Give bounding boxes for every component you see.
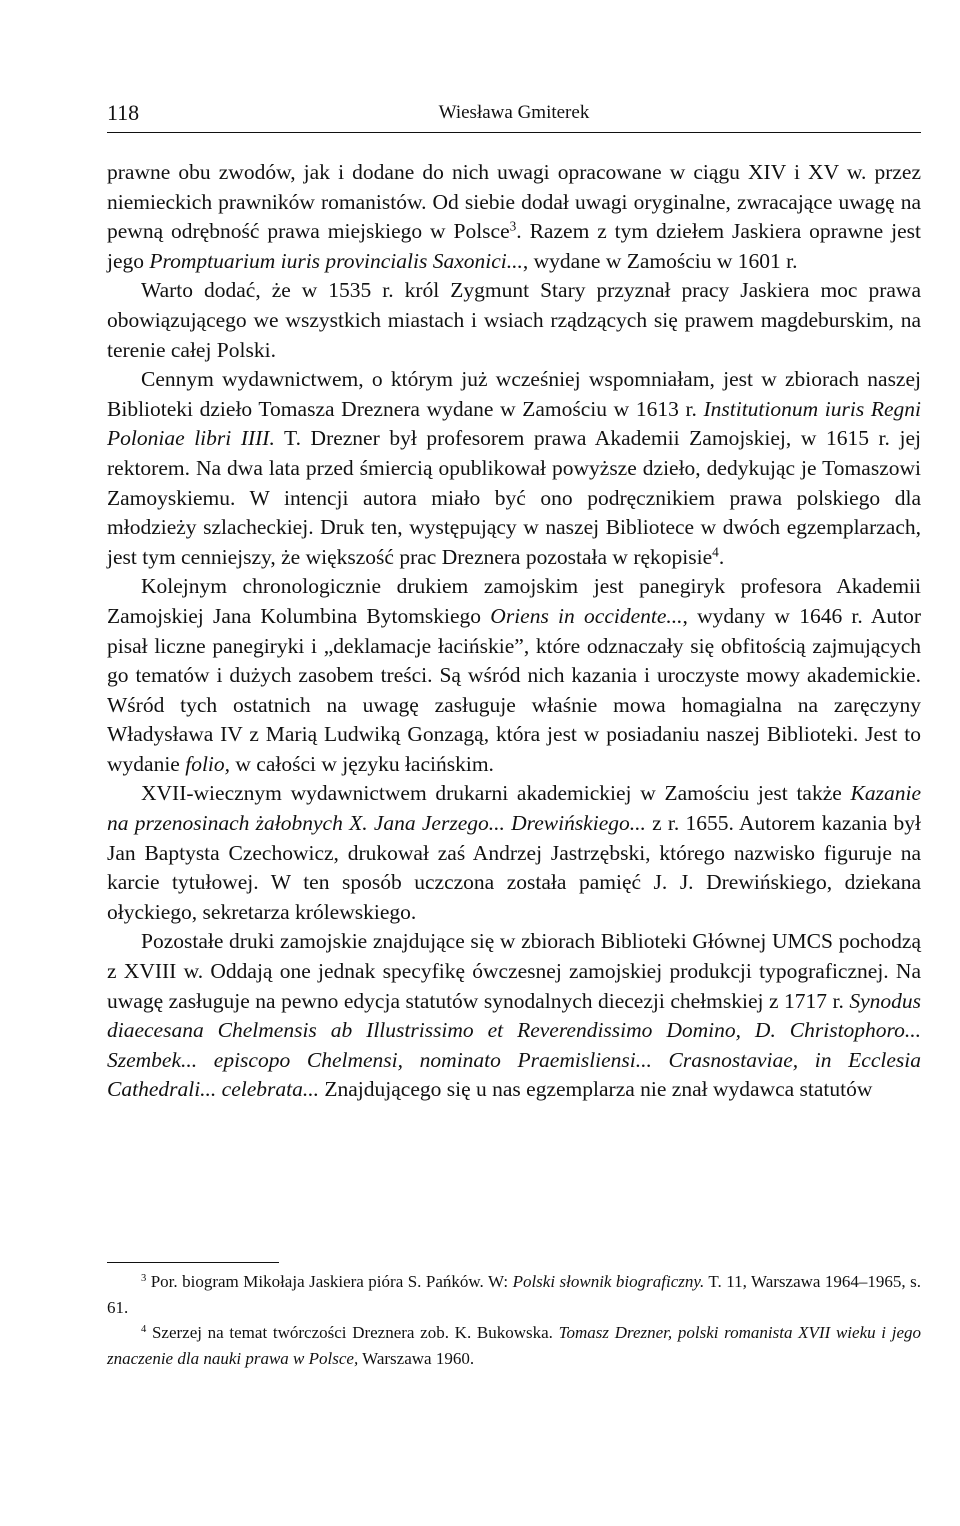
body-text (107, 158, 921, 1105)
footnote-rule (107, 1262, 279, 1263)
paragraph-1: prawne obu zwodów, jak i dodane do nich uwagi opracowane w ciągu XIV i XV w. przez niemieckich prawników romanistów. Od siebie dodał uwagi oryginalne, zwracające uwagę na pewną odrębność prawa miejskiego w Polsce$^3$. Razem z tym dziełem Jaskiera oprawne jest jego Promptuarium iuris provincialis Saxonici..., wydane w Zamościu w 1601 r. (107, 160, 921, 273)
title-institutionum: Institutionum iuris Regni Poloniae libri IIII. (107, 396, 921, 451)
page-header (107, 100, 921, 130)
title-oriens: Oriens in occidente... (490, 603, 683, 628)
title-promptuarium: Promptuarium iuris provincialis Saxonici... (149, 248, 523, 273)
footnote-ref-4: 4 (712, 544, 719, 560)
paragraph-2: Warto dodać, że w 1535 r. król Zygmunt Stary przyznał pracy Jaskiera moc prawa obowiązującego we wszystkich miastach i wsiach rządzących się prawem magdeburskim, na terenie całej Polski. (107, 278, 921, 362)
footnote-marker-3: 3 (141, 1273, 147, 1285)
footnotes (107, 1269, 921, 1371)
footnote-3: $^3$ Por. biogram Mikołaja Jaskiera pióra S. Pańków. W: Polski słownik biograficzny. T. 11, Warszawa 1964–1965, s. 61. (107, 1272, 921, 1317)
paragraph-6: Pozostałe druki zamojskie znajdujące się w zbiorach Biblioteki Głównej UMCS pochodzą z XVIII w. Oddają one jednak specyfikę ówczesnej zamojskiej produkcji typograficznej. Na uwagę zasługuje na pewno edycja statutów synodalnych diecezji chełmskiej z 1717 r. Synodus diaecesana Chelmensis ab Illustrissimo et Reverendissimo Domino, D. Christophoro... Szembek... episcopo Chelmensi, nominato Praemisliensi... Crasnostaviae, in Ecclesia Cathedrali... celebrata... Znajdującego się u nas egzemplarza nie znał wydawca statutów (107, 929, 921, 1102)
term-folio: folio, (185, 751, 231, 776)
footnote-3-title: Polski słownik biograficzny. (512, 1272, 705, 1291)
footnote-ref-3: 3 (509, 218, 517, 234)
paragraph-3: Cennym wydawnictwem, o którym już wcześniej wspomniałam, jest w zbiorach naszej Biblioteki dzieło Tomasza Dreznera wydane w Zamościu w 1613 r. Institutionum iuris Regni Poloniae libri IIII. T. Drezner był profesorem prawa Akademii Zamojskiej, w 1615 r. jej rektorem. Na dwa lata przed śmiercią opublikował powyższe dzieło, dedykując je Tomaszowi Zamoyskiemu. W intencji autora miało być ono podręcznikiem prawa polskiego dla młodzieży szlacheckiej. Druk ten, występujący w naszej Bibliotece w dwóch egzemplarzach, jest tym cenniejszy, że większość prac Dreznera pozostała w rękopisie$^4$. (107, 367, 921, 569)
paragraph-5: XVII-wiecznym wydawnictwem drukarni akademickiej w Zamościu jest także Kazanie na przenosinach żałobnych X. Jana Jerzego... Drewińskiego... z r. 1655. Autorem kazania był Jan Baptysta Czechowicz, drukował zaś Andrzej Jastrzębski, którego nazwisko figuruje na karcie tytułowej. W ten sposób uczczona została pamięć J. J. Drewińskiego, dziekana ołyckiego, sekretarza królewskiego. (107, 781, 921, 924)
footnote-marker-4: 4 (141, 1324, 147, 1336)
page-number: 118 (107, 100, 140, 125)
header-rule (107, 132, 921, 133)
running-head-author: Wiesława Gmiterek (438, 102, 590, 123)
title-kazanie: Kazanie na przenosinach żałobnych X. Jana Jerzego... Drewińskiego... (107, 781, 921, 836)
title-synodus: Synodus diaecesana Chelmensis ab Illustrissimo et Reverendissimo Domino, D. Christophoro... Szembek... episcopo Chelmensi, nominato Praemisliensi... Crasnostaviae, in Ecclesia Cathedrali... celebrata... (107, 988, 921, 1102)
footnote-4-title: Tomasz Drezner, polski romanista XVII wieku i jego znaczenie dla nauki prawa w Polsce, (107, 1323, 921, 1368)
footnote-4: $^4$ Szerzej na temat twórczości Dreznera zob. K. Bukowska. Tomasz Drezner, polski romanista XVII wieku i jego znaczenie dla nauki prawa w Polsce, Warszawa 1960. (107, 1323, 921, 1368)
paragraph-4: Kolejnym chronologicznie drukiem zamojskim jest panegiryk profesora Akademii Zamojskiej Jana Kolumbina Bytomskiego Oriens in occidente..., wydany w 1646 r. Autor pisał liczne panegiryki i „deklamacje łacińskie”, które odznaczały się obfitością zajmujących go tematów i dużych zasobem treści. Są wśród nich kazania i uroczyste mowy akademickie. Wśród tych ostatnich na uwagę zasługuje właśnie mowa homagialna na zaręczyny Władysława IV z Marią Ludwiką Gonzagą, która jest w posiadaniu naszej Biblioteki. Jest to wydanie folio, w całości w języku łacińskim. (107, 574, 921, 776)
